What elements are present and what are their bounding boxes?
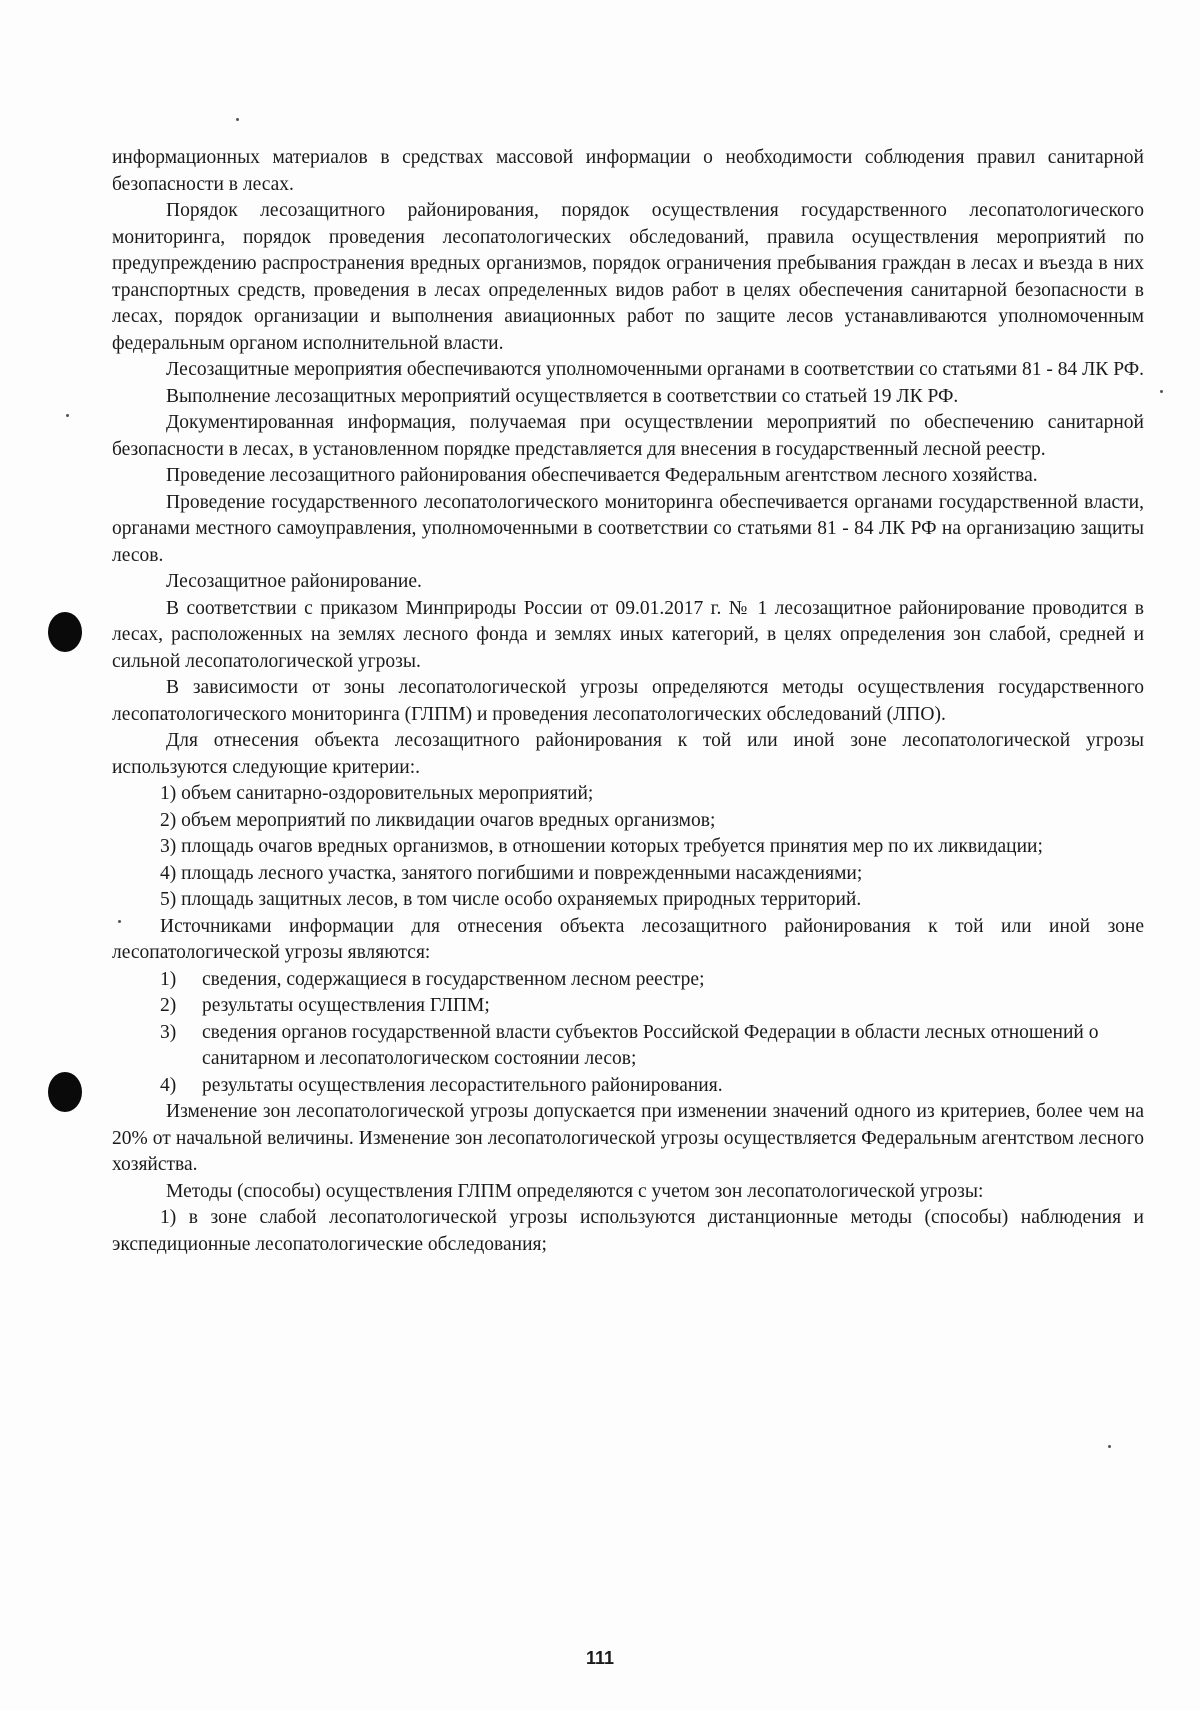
scan-speck [66, 414, 69, 417]
sources-list [112, 967, 1144, 1100]
sources-item [112, 993, 1144, 1020]
paragraph: Документированная информация, получаемая при осуществлении мероприятий по обеспечению санитарной безопасности в лесах, в установленном порядке представляется для внесения в государственный лесной реестр. [112, 412, 1144, 460]
sources-item [112, 1020, 1144, 1073]
punch-hole-top [48, 612, 82, 652]
criteria-item: 2) объем мероприятий по ликвидации очагов вредных организмов; [160, 809, 716, 831]
paragraph: В зависимости от зоны лесопатологической угрозы определяются методы осуществления государственного лесопатологического мониторинга (ГЛПМ) и проведения лесопатологических обследований (ЛПО). [112, 677, 1144, 725]
sources-item-number: 1) [160, 968, 177, 990]
page-number: 111 [585, 1648, 615, 1668]
sources-item [112, 1073, 1144, 1100]
sources-intro: Источниками информации для отнесения объекта лесозащитного районирования к той или иной зоне лесопатологической угрозы являются: [112, 915, 1144, 963]
paragraph: Методы (способы) осуществления ГЛПМ определяются с учетом зон лесопатологической угрозы: [166, 1180, 984, 1202]
section-heading: Лесозащитное районирование. [166, 571, 422, 592]
paragraph: В соответствии с приказом Минприроды России от 09.01.2017 г. № 1 лесозащитное районирование проводится в лесах, расположенных на землях лесного фонда и землях иных категорий, в целях определения зон слабой, средней и сильной лесопатологической угрозы. [112, 597, 1144, 672]
sources-item [112, 967, 1144, 994]
paragraph: 1) в зоне слабой лесопатологической угрозы используются дистанционные методы (способы) наблюдения и экспедиционные лесопатологические обследования; [112, 1207, 1144, 1255]
sources-item-number: 4) [160, 1074, 177, 1096]
sources-item-text: результаты осуществления лесорастительного районирования. [202, 1074, 723, 1096]
sources-item-text: результаты осуществления ГЛПМ; [202, 995, 490, 1016]
paragraph: Изменение зон лесопатологической угрозы допускается при изменении значений одного из критериев, более чем на 20% от начальной величины. Изменение зон лесопатологической угрозы осуществляется Федеральным агентством лесного хозяйства. [112, 1101, 1144, 1175]
document-body [112, 145, 1144, 1258]
paragraph: информационных материалов в средствах массовой информации о необходимости соблюдения правил санитарной безопасности в лесах. [112, 147, 1144, 195]
paragraph: Лесозащитные мероприятия обеспечиваются уполномоченными органами в соответствии со статьями 81 - 84 ЛК РФ. [166, 359, 1144, 380]
sources-item-number: 3) [160, 1021, 177, 1043]
sources-item-text: сведения органов государственной власти субъектов Российской Федерации в области лесных отношений о санитарном и лесопатологическом состоянии лесов; [202, 1021, 1099, 1069]
criteria-item: 5) площадь защитных лесов, в том числе особо охраняемых природных территорий. [160, 889, 862, 910]
paragraph: Для отнесения объекта лесозащитного районирования к той или иной зоне лесопатологической угрозы используются следующие критерии:. [112, 730, 1144, 778]
paragraph: Выполнение лесозащитных мероприятий осуществляется в соответствии со статьей 19 ЛК РФ. [166, 385, 959, 407]
paragraph: Проведение государственного лесопатологического мониторинга обеспечивается органами государственной власти, органами местного самоуправления, уполномоченными в соответствии со статьями 81 - 84 ЛК РФ на организацию защиты лесов. [112, 491, 1144, 566]
scan-speck [1160, 390, 1163, 393]
criteria-item: 4) площадь лесного участка, занятого погибшими и поврежденными насаждениями; [160, 862, 863, 884]
punch-hole-bottom [48, 1072, 82, 1112]
criteria-item: 3) площадь очагов вредных организмов, в отношении которых требуется принятия мер по их ликвидации; [160, 836, 1043, 857]
scan-speck [236, 118, 239, 121]
paragraph: Проведение лесозащитного районирования обеспечивается Федеральным агентством лесного хозяйства. [166, 465, 1038, 486]
scan-speck [1108, 1445, 1111, 1448]
sources-item-text: сведения, содержащиеся в государственном лесном реестре; [202, 968, 705, 990]
sources-item-number: 2) [160, 995, 177, 1016]
paragraph: Порядок лесозащитного районирования, порядок осуществления государственного лесопатологического мониторинга, порядок проведения лесопатологических обследований, правила осуществления мероприятий по предупреждению распространения вредных организмов, порядок ограничения пребывания граждан в лесах и въезда в них транспортных средств, проведения в лесах определенных видов работ в целях обеспечения санитарной безопасности в лесах, порядок организации и выполнения авиационных работ по защите лесов устанавливаются уполномоченным федеральным органом исполнительной власти. [112, 200, 1144, 354]
criteria-item: 1) объем санитарно-оздоровительных мероприятий; [160, 783, 594, 804]
